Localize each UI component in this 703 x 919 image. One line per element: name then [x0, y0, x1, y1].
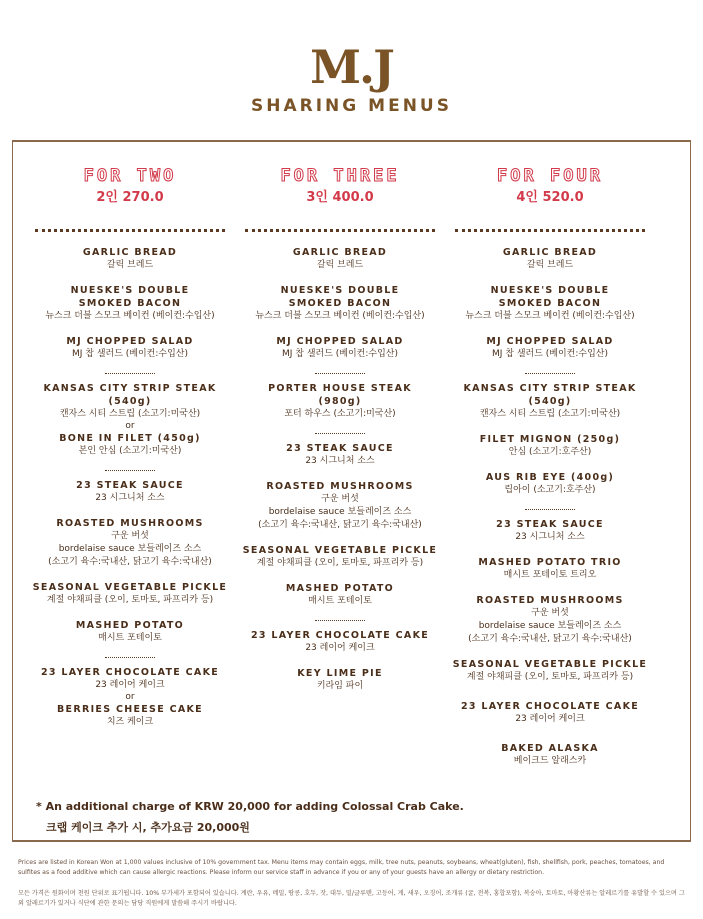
item-name-en: ROASTED MUSHROOMS: [56, 518, 204, 529]
menu-item: [450, 246, 650, 272]
menu-item: [30, 382, 230, 458]
menu-item: [240, 442, 440, 468]
item-name-en: MJ CHOPPED SALAD: [66, 336, 194, 347]
menu-item: [30, 335, 230, 361]
item-name-ko: 구운 버섯: [531, 608, 569, 618]
item-name-en: BAKED ALASKA: [501, 743, 599, 754]
item-name-ko: 계절 야채피클 (오이, 토마토, 파프리카 등): [466, 672, 634, 682]
dotted-divider: [105, 373, 155, 374]
item-name-en: 23 STEAK SAUCE: [496, 519, 604, 530]
item-name-ko: 갈릭 브레드: [316, 260, 364, 270]
dotted-divider: [315, 620, 365, 621]
menu-item: [30, 581, 230, 607]
item-name-ko: 23 시그니처 소스: [95, 493, 165, 503]
item-origin: (소고기 육수:국내산, 닭고기 육수:국내산): [48, 557, 212, 567]
crab-cake-note-ko: 크랩 케이크 추가 시, 추가요금 20,000원: [46, 821, 250, 834]
item-name-en: MASHED POTATO TRIO: [478, 557, 622, 568]
column-price: 2인 270.0: [96, 190, 164, 205]
column-for-three: [240, 165, 440, 705]
item-name-ko: 키라임 파이: [316, 681, 364, 691]
menu-item: [240, 480, 440, 532]
item-name-en-line2: SMOKED BACON: [78, 298, 182, 309]
item-sauce: bordelaise sauce 보들레이즈 소스: [268, 507, 412, 517]
item-name-en: GARLIC BREAD: [82, 247, 178, 258]
menu-item: [450, 284, 650, 323]
dotted-divider: [315, 433, 365, 434]
footer-disclaimer-en: Prices are listed in Korean Won at 1,000 values inclusive of 10% government tax. Menu items may contain eggs, milk, tree nuts, peanuts, soybeans, wheat(gluten), fish, shellfish, pork, peaches, tomatoes, and sulfites as a food additive which can cause allergic reactions. Please inform our service staff in advance if you or any of your guests have an allergy or dietary restriction.: [18, 859, 665, 876]
item-name-en: ROASTED MUSHROOMS: [476, 595, 624, 606]
item-sauce: bordelaise sauce 보들레이즈 소스: [478, 621, 622, 631]
column-title: FOR THREE: [280, 166, 400, 186]
column-for-four: [450, 165, 650, 780]
column-title: FOR TWO: [83, 166, 177, 186]
menu-item: [30, 246, 230, 272]
menu-item: [30, 619, 230, 645]
item-name-en: NUESKE'S DOUBLE: [490, 285, 610, 296]
item-name-ko: 안심 (소고기:호주산): [508, 447, 592, 457]
item-name-en: SEASONAL VEGETABLE PICKLE: [32, 582, 228, 593]
item-name-ko: 계절 야채피클 (오이, 토마토, 파프리카 등): [46, 595, 214, 605]
item-name-ko: 매시트 포테이토: [308, 596, 372, 606]
menu-item: [30, 666, 230, 729]
item-name-ko: 갈릭 브레드: [106, 260, 154, 270]
column-title: FOR FOUR: [497, 166, 603, 186]
item-name-en: FILET MIGNON (250g): [479, 434, 621, 445]
item-name-en: 23 LAYER CHOCOLATE CAKE: [40, 667, 220, 678]
item-name-ko: 캔자스 시티 스트립 (소고기:미국산): [59, 409, 201, 419]
dotted-divider: [525, 509, 575, 510]
item-name-en: PORTER HOUSE STEAK: [268, 383, 412, 394]
menu-item: [240, 582, 440, 608]
item-name-en-line2: (540g): [528, 396, 572, 407]
item-name-ko: 뉴스크 더블 스모크 베이컨 (베이컨:수입산): [465, 311, 635, 321]
item-name-ko: 매시트 포테이토 트리오: [503, 570, 597, 580]
item-name-ko: 23 레이어 케이크: [515, 714, 585, 724]
menu-item: [450, 556, 650, 582]
dotted-divider: [105, 657, 155, 658]
menu-item: [240, 335, 440, 361]
item-name-en: MJ CHOPPED SALAD: [276, 336, 404, 347]
item-name-en: 23 LAYER CHOCOLATE CAKE: [250, 630, 430, 641]
menu-item: [240, 284, 440, 323]
item-name-en: SEASONAL VEGETABLE PICKLE: [242, 545, 438, 556]
or-separator: or: [125, 421, 135, 431]
item-origin: (소고기 육수:국내산, 닭고기 육수:국내산): [258, 520, 422, 530]
item-name-ko: 23 시그니처 소스: [515, 532, 585, 542]
dotted-divider: [105, 470, 155, 471]
item-name-ko: 구운 버섯: [111, 531, 149, 541]
dotted-divider: [525, 373, 575, 374]
item-name-ko-alt: 본인 안심 (소고기:미국산): [78, 446, 182, 456]
menu-item: [450, 382, 650, 421]
item-name-en: MASHED POTATO: [75, 620, 185, 631]
menu-item: [240, 629, 440, 655]
item-name-ko-alt: 치즈 케이크: [106, 717, 154, 727]
item-name-ko: 뉴스크 더블 스모크 베이컨 (베이컨:수입산): [45, 311, 215, 321]
item-name-en: ROASTED MUSHROOMS: [266, 481, 414, 492]
item-name-ko: 매시트 포테이토: [98, 633, 162, 643]
item-name-en-line2: (980g): [318, 396, 362, 407]
item-name-ko: MJ 찹 샐러드 (베이컨:수입산): [282, 349, 398, 359]
column-price: 4인 520.0: [516, 190, 584, 205]
item-name-ko: MJ 찹 샐러드 (베이컨:수입산): [72, 349, 188, 359]
item-name-en: NUESKE'S DOUBLE: [280, 285, 400, 296]
menu-item: [450, 700, 650, 726]
menu-item: [30, 284, 230, 323]
menu-item: [450, 335, 650, 361]
or-separator: or: [125, 692, 135, 702]
item-origin: (소고기 육수:국내산, 닭고기 육수:국내산): [468, 634, 632, 644]
menu-item: [240, 382, 440, 421]
footer-disclaimer-ko: 모든 가격은 원화이며 천원 단위로 표기됩니다. 10% 부가세가 포함되어 있습니다. 계란, 우유, 메밀, 땅콩, 호두, 잣, 대두, 밀/글루텐, 고등어, 게, 새우, 오징어, 조개류 (굴, 전복, 홍합포함), 복숭아, 토마토, 아황산류는 알레르기를 유발할 수 있으며 그 외 알레르기가 있거나 식단에 관한 문의는 담당 직원에게 말씀해 주시기 바랍니다.: [18, 890, 685, 907]
dotted-divider: [35, 229, 225, 232]
menu-item: [240, 246, 440, 272]
dotted-divider: [315, 373, 365, 374]
dotted-divider: [245, 229, 435, 232]
item-name-en: 23 STEAK SAUCE: [76, 480, 184, 491]
item-name-en-alt: BERRIES CHEESE CAKE: [57, 704, 203, 715]
item-name-ko: MJ 찹 샐러드 (베이컨:수입산): [492, 349, 608, 359]
item-name-ko: 베이크드 알래스카: [513, 756, 587, 766]
item-name-en-alt: BONE IN FILET (450g): [59, 433, 201, 444]
menu-item: [30, 479, 230, 505]
page-title: SHARING MENUS: [251, 96, 452, 116]
dotted-divider: [455, 229, 645, 232]
item-name-en: KEY LIME PIE: [297, 668, 383, 679]
item-name-ko: 립아이 (소고기:호주산): [504, 485, 596, 495]
item-name-en: NUESKE'S DOUBLE: [70, 285, 190, 296]
item-name-ko: 포터 하우스 (소고기:미국산): [284, 409, 396, 419]
column-price: 3인 400.0: [306, 190, 374, 205]
item-name-ko: 캔자스 시티 스트립 (소고기:미국산): [479, 409, 621, 419]
item-name-ko: 뉴스크 더블 스모크 베이컨 (베이컨:수입산): [255, 311, 425, 321]
item-name-en-line2: SMOKED BACON: [498, 298, 602, 309]
item-name-en: SEASONAL VEGETABLE PICKLE: [452, 659, 648, 670]
menu-item: [240, 544, 440, 570]
menu-item: [450, 518, 650, 544]
item-name-en: 23 LAYER CHOCOLATE CAKE: [460, 701, 640, 712]
menu-item: [450, 658, 650, 684]
item-name-ko: 계절 야채피클 (오이, 토마토, 파프리카 등): [256, 558, 424, 568]
menu-item: [240, 667, 440, 693]
item-name-ko: 23 레이어 케이크: [305, 643, 375, 653]
item-name-ko: 갈릭 브레드: [526, 260, 574, 270]
menu-item: [450, 433, 650, 459]
menu-item: [30, 517, 230, 569]
item-name-en: GARLIC BREAD: [502, 247, 598, 258]
item-name-en: MASHED POTATO: [285, 583, 395, 594]
column-for-two: [30, 165, 230, 741]
menu-item: [450, 471, 650, 497]
item-name-en: KANSAS CITY STRIP STEAK: [43, 383, 217, 394]
menu-item: [450, 594, 650, 646]
item-name-en: GARLIC BREAD: [292, 247, 388, 258]
item-name-ko: 구운 버섯: [321, 494, 359, 504]
item-name-en: AUS RIB EYE (400g): [485, 472, 615, 483]
item-name-en: KANSAS CITY STRIP STEAK: [463, 383, 637, 394]
item-name-en-line2: SMOKED BACON: [288, 298, 392, 309]
item-name-ko: 23 시그니처 소스: [305, 456, 375, 466]
menu-item: [450, 742, 650, 768]
item-name-en-line2: (540g): [108, 396, 152, 407]
crab-cake-note-en: * An additional charge of KRW 20,000 for adding Colossal Crab Cake.: [36, 800, 464, 813]
item-sauce: bordelaise sauce 보들레이즈 소스: [58, 544, 202, 554]
item-name-en: 23 STEAK SAUCE: [286, 443, 394, 454]
logo: M.J: [310, 40, 393, 94]
item-name-ko: 23 레이어 케이크: [95, 680, 165, 690]
item-name-en: MJ CHOPPED SALAD: [486, 336, 614, 347]
